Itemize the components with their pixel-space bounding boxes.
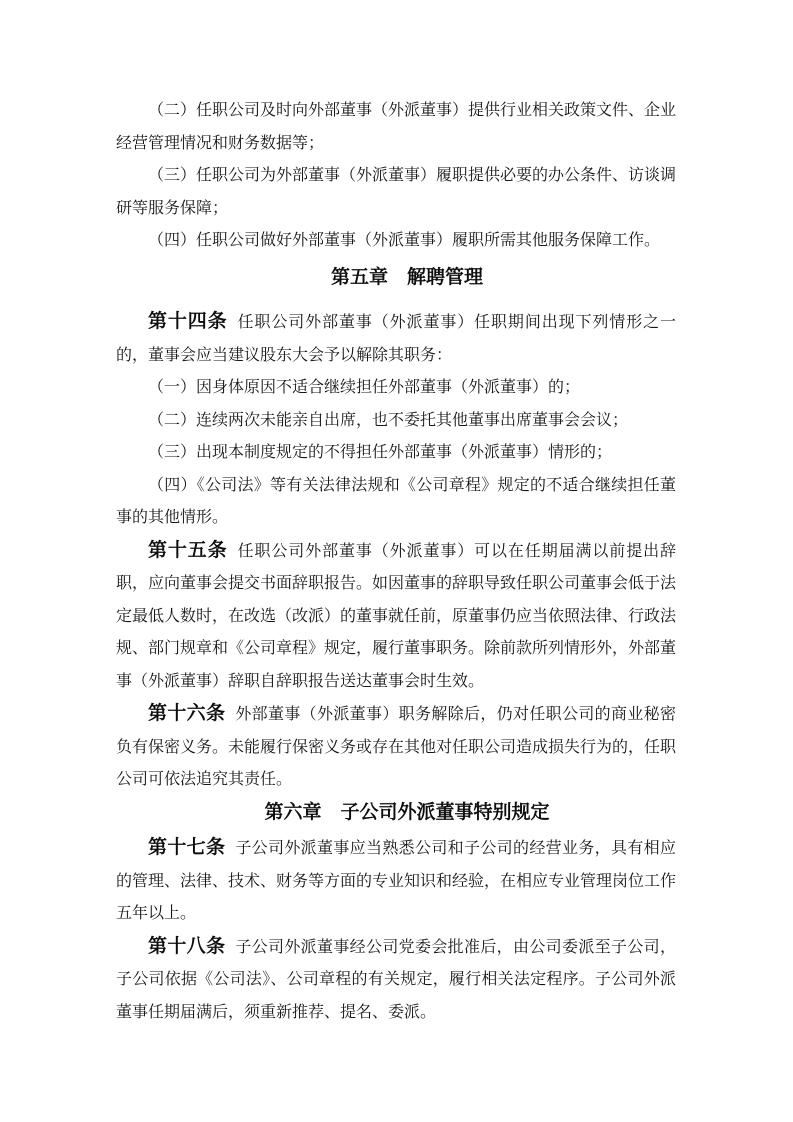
list-item: （二）连续两次未能亲自出席，也不委托其他董事出席董事会会议；: [148, 411, 629, 429]
article-number: 第十四条: [148, 311, 228, 332]
list-item: （四）任职公司做好外部董事（外派董事）履职所需其他服务保障工作。: [148, 232, 661, 249]
list-item: （二）任职公司及时向外部董事（外派董事）提供行业相关政策文件、企业经营管理情况和财务数据等；: [116, 102, 677, 152]
article-paragraph: [116, 306, 676, 372]
list-item: （四）《公司法》等有关法律法规和《公司章程》规定的不适合继续担任董事的其他情形。: [116, 476, 676, 526]
article-paragraph: [116, 698, 676, 797]
list-item: （三）出现本制度规定的不得担任外部董事（外派董事）情形的；: [148, 444, 613, 461]
list-item: （一）因身体原因不适合继续担任外部董事（外派董事）的；: [148, 379, 581, 396]
list-item: （三）任职公司为外部董事（外派董事）履职提供必要的办公条件、访谈调研等服务保障；: [116, 167, 677, 217]
article-text: 任职公司外部董事（外派董事）任职期间出现下列情形之一的，董事会应当建议股东大会予以解除其职务：: [116, 314, 676, 364]
chapter-heading: 第五章 解聘管理: [330, 266, 483, 288]
article-number: 第十八条: [148, 935, 226, 957]
article-paragraph: [116, 832, 676, 931]
article-text: 外部董事（外派董事）职务解除后，仍对任职公司的商业秘密负有保密义务。未能履行保密义务或存在其他对任职公司造成损失行为的，任职公司可依法追究其责任。: [116, 706, 677, 788]
article-text: 子公司外派董事应当熟悉公司和子公司的经营业务，具有相应的管理、法律、技术、财务等方面的专业知识和经验，在相应专业管理岗位工作五年以上。: [116, 840, 677, 922]
article-text: 任职公司外部董事（外派董事）可以在任期届满以前提出辞职，应向董事会提交书面辞职报告。如因董事的辞职导致任职公司董事会低于法定最低人数时，在改选（改派）的董事就任前，原董事仍应当依照法律、行政法规、部门规章和《公司章程》规定，履行董事职务。除前款所列情形外，外部董事（外派董事）辞职自辞职报告送达董事会时生效。: [116, 542, 677, 690]
article-paragraph: [116, 931, 676, 1030]
article-text: 子公司外派董事经公司党委会批准后，由公司委派至子公司，子公司依据《公司法》、公司章程的有关规定，履行相关法定程序。子公司外派董事任期届满后，须重新推荐、提名、委派。: [116, 938, 676, 1021]
chapter-heading: 第六章 子公司外派董事特别规定: [264, 801, 550, 823]
article-number: 第十五条: [148, 539, 228, 561]
article-paragraph: [116, 535, 676, 699]
article-number: 第十七条: [148, 837, 226, 858]
article-number: 第十六条: [148, 703, 226, 724]
